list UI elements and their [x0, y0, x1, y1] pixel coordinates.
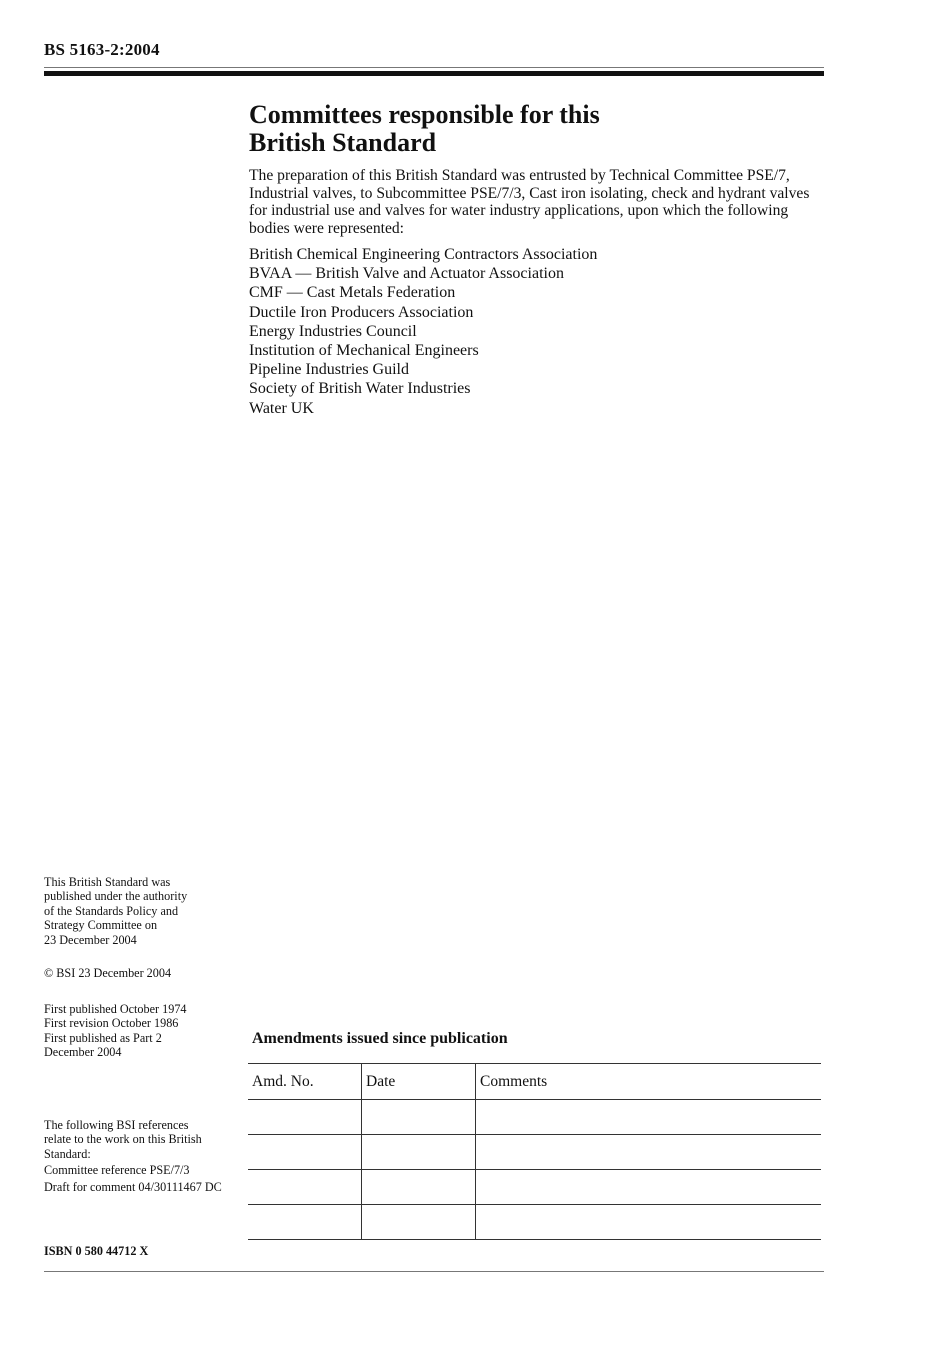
copyright-text: © BSI 23 December 2004 — [44, 966, 172, 980]
authority-line: of the Standards Policy and — [44, 903, 179, 918]
table-cell — [476, 1100, 822, 1135]
isbn: ISBN 0 580 44712 X — [44, 1244, 149, 1258]
list-item: Pipeline Industries Guild — [249, 361, 409, 379]
list-item: Society of British Water Industries — [249, 380, 471, 398]
section-title-line-2: British Standard — [249, 128, 437, 157]
authority-note — [44, 875, 244, 947]
authority-line: 23 December 2004 — [44, 932, 137, 947]
table-cell — [476, 1170, 822, 1205]
table-header-row — [248, 1064, 821, 1100]
list-item: Ductile Iron Producers Association — [249, 303, 474, 321]
publication-line: December 2004 — [44, 1045, 122, 1060]
table-cell — [248, 1170, 362, 1205]
table-row — [248, 1205, 821, 1240]
table-cell — [248, 1100, 362, 1135]
column-header-amd-no: Amd. No. — [248, 1064, 362, 1100]
table-cell — [362, 1205, 476, 1240]
reference-line: Committee reference PSE/7/3 — [44, 1163, 190, 1178]
table-cell — [248, 1205, 362, 1240]
table-cell — [476, 1135, 822, 1170]
amendments-title: Amendments issued since publication — [252, 1030, 508, 1047]
column-header-date: Date — [362, 1064, 476, 1100]
table-cell — [476, 1205, 822, 1240]
publication-line: First revision October 1986 — [44, 1016, 179, 1031]
list-item: British Chemical Engineering Contractors Association — [249, 246, 598, 263]
document-code: BS 5163-2:2004 — [44, 40, 160, 59]
header-rule-thin — [44, 67, 824, 68]
header-rule-thick — [44, 71, 824, 76]
list-item: Energy Industries Council — [249, 322, 417, 340]
list-item: BVAA — British Valve and Actuator Association — [249, 265, 564, 283]
amendments-table — [248, 1063, 821, 1240]
committees-section — [249, 101, 824, 418]
list-item: Institution of Mechanical Engineers — [249, 342, 479, 360]
authority-line: published under the authority — [44, 889, 188, 904]
section-title-line-1: Committees responsible for this — [249, 100, 600, 129]
table-row — [248, 1100, 821, 1135]
list-item: CMF — Cast Metals Federation — [249, 284, 456, 302]
intro-paragraph: The preparation of this British Standard was entrusted by Technical Committee PSE/7, Industrial valves, to Subcommittee PSE/7/3, Cast iron isolating, check and hydrant valves for industrial use and valves for water industry applications, upon which the following bodies were represented: — [249, 167, 810, 237]
authority-line: This British Standard was — [44, 875, 171, 889]
section-title — [249, 101, 824, 157]
reference-line: Draft for comment 04/30111467 DC — [44, 1179, 222, 1194]
bsi-references — [44, 1118, 244, 1194]
list-item: Water UK — [249, 399, 314, 417]
reference-line: The following BSI references — [44, 1118, 189, 1132]
reference-line: Standard: — [44, 1146, 91, 1161]
table-cell — [362, 1100, 476, 1135]
publication-line: First published October 1974 — [44, 1002, 187, 1016]
table-row — [248, 1170, 821, 1205]
table-cell — [362, 1135, 476, 1170]
table-cell — [362, 1170, 476, 1205]
column-header-comments: Comments — [476, 1064, 822, 1100]
reference-line: relate to the work on this British — [44, 1132, 202, 1147]
represented-bodies-list — [249, 245, 824, 418]
publication-line: First published as Part 2 — [44, 1030, 162, 1045]
table-cell — [248, 1135, 362, 1170]
authority-line: Strategy Committee on — [44, 918, 158, 933]
table-row — [248, 1135, 821, 1170]
publication-history — [44, 1002, 244, 1060]
copyright-note — [44, 966, 244, 980]
footer-rule — [44, 1271, 824, 1272]
